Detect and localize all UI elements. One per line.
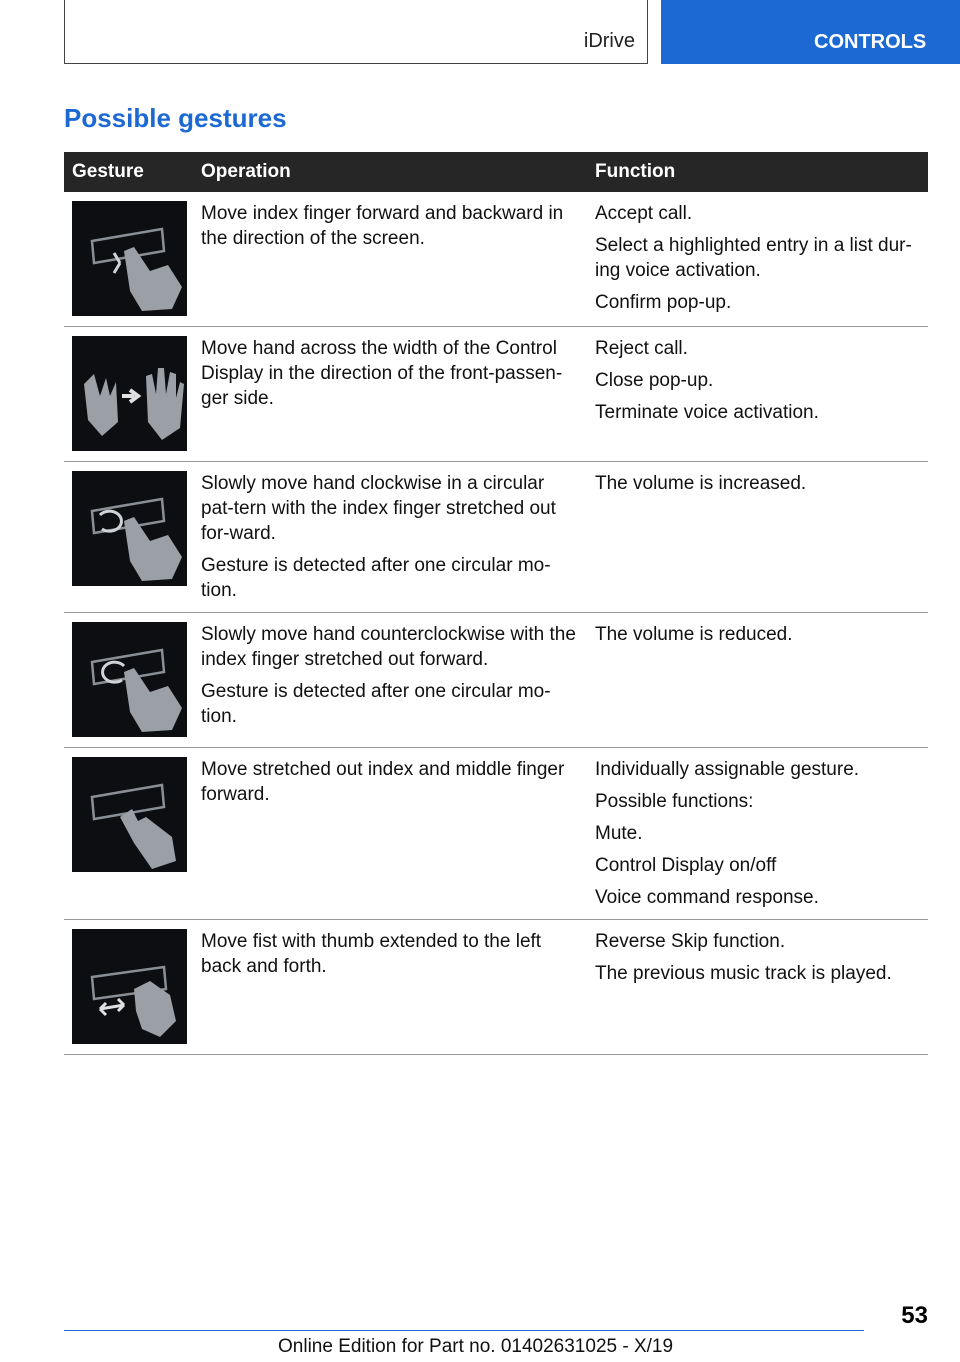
function-text: Select a highlighted entry in a list dur-ing voice activation. [595,235,912,281]
operation-text: Slowly move hand clockwise in a circular pat-tern with the index finger stretched out for-ward. [201,473,556,544]
operation-text: Move fist with thumb extended to the left back and forth. [201,931,542,977]
table-header-row [64,152,928,192]
circle-clockwise-icon [72,471,187,586]
column-header-function: Function [587,152,928,192]
function-cell [587,613,928,748]
function-cell [587,192,928,327]
operation-cell [193,462,587,613]
gesture-cell [64,192,193,327]
operation-text: Slowly move hand counterclockwise with the index finger stretched out forward. [201,624,576,670]
function-text: The volume is reduced. [595,624,793,645]
gesture-cell [64,748,193,920]
operation-cell [193,613,587,748]
two-finger-forward-icon [72,757,187,872]
operation-text: Gesture is detected after one circular mo-tion. [201,681,551,727]
function-text: Mute. [595,823,643,844]
function-cell [587,748,928,920]
edition-note: Online Edition for Part no. 01402631025 - X/19 [278,1336,674,1357]
index-finger-forward-back-icon [72,201,187,316]
operation-cell [193,920,587,1055]
gesture-cell [64,327,193,462]
header-section-box [64,0,648,64]
function-cell [587,462,928,613]
function-text: Reject call. [595,338,688,359]
header-chapter-tab: CONTROLS [661,0,960,64]
table-row [64,192,928,327]
gesture-cell [64,462,193,613]
table-row [64,327,928,462]
circle-counterclockwise-icon [72,622,187,737]
column-header-gesture: Gesture [64,152,193,192]
function-text: Reverse Skip function. [595,931,786,952]
page-title: Possible gestures [64,103,287,133]
hand-swipe-icon [72,336,187,451]
table-row [64,613,928,748]
operation-cell [193,748,587,920]
function-text: Accept call. [595,203,693,224]
table-row [64,748,928,920]
table-row [64,462,928,613]
function-text: Voice command response. [595,887,819,908]
function-text: Confirm pop-up. [595,292,732,313]
function-text: Possible functions: [595,791,754,812]
gestures-table [64,152,928,1055]
operation-text: Move index finger forward and backward in the direction of the screen. [201,203,564,249]
operation-text: Move stretched out index and middle finger forward. [201,759,565,805]
function-cell [587,920,928,1055]
operation-cell [193,327,587,462]
operation-text: Gesture is detected after one circular mo-tion. [201,555,551,601]
function-text: The previous music track is played. [595,963,892,984]
table-row [64,920,928,1055]
function-text: Terminate voice activation. [595,402,819,423]
function-text: The volume is increased. [595,473,807,494]
function-text: Close pop-up. [595,370,714,391]
function-text: Control Display on/off [595,855,777,876]
column-header-operation: Operation [193,152,587,192]
operation-cell [193,192,587,327]
function-cell [587,327,928,462]
gesture-cell [64,613,193,748]
page-number: 53 [901,1302,928,1329]
function-text: Individually assignable gesture. [595,759,860,780]
fist-thumb-icon [72,929,187,1044]
operation-text: Move hand across the width of the Control Display in the direction of the front-passen-ger side. [201,338,563,409]
header-section-label: iDrive [583,30,635,52]
gesture-cell [64,920,193,1055]
footer-rule [64,1330,864,1331]
